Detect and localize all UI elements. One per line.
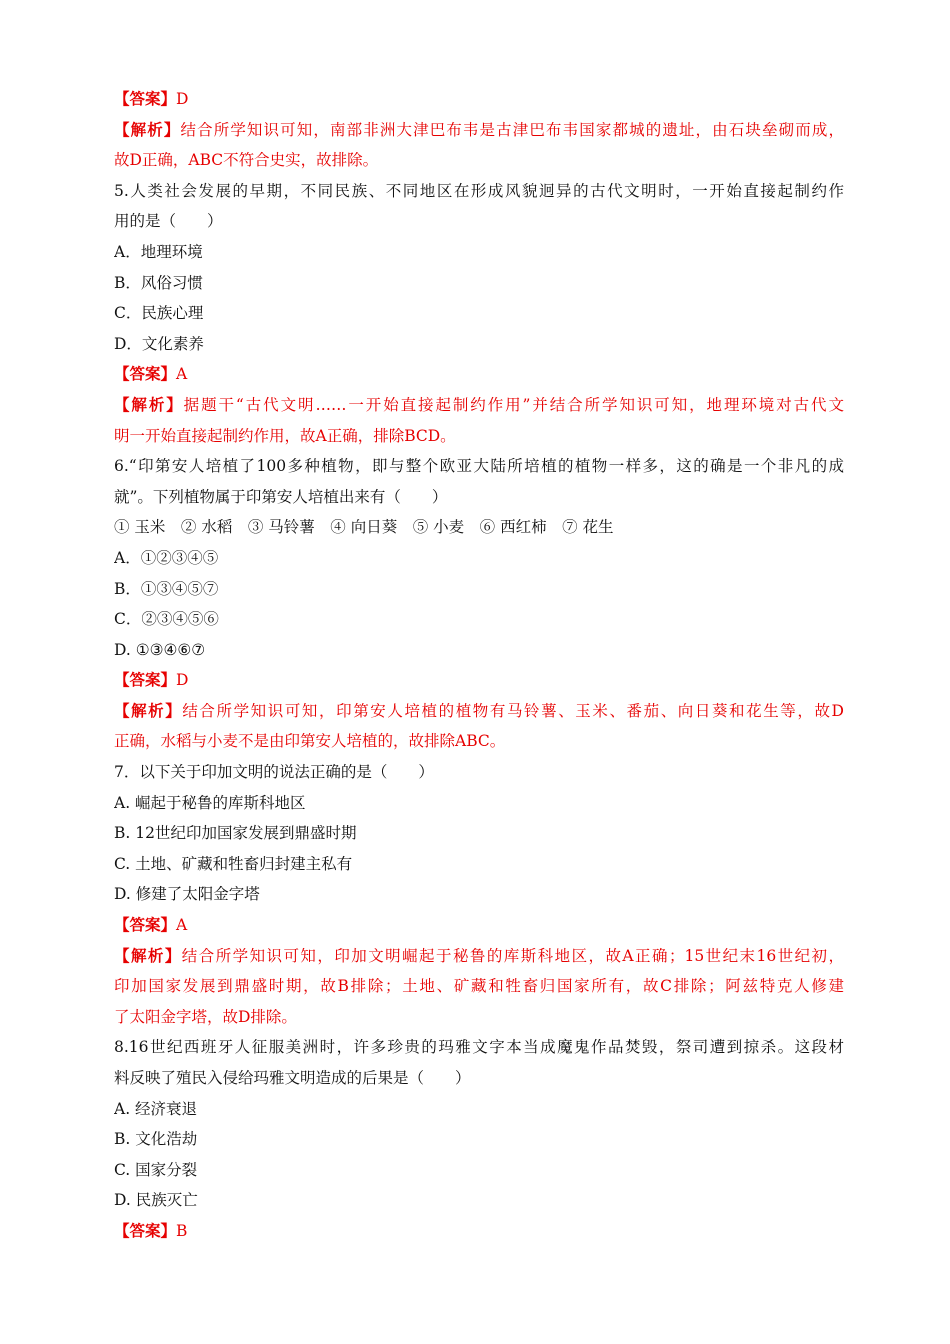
option-a: A．①②③④⑤ — [114, 548, 219, 567]
option-c: C. 国家分裂 — [114, 1160, 198, 1179]
analysis-line: 正确，水稻与小麦不是由印第安人培植的，故排除ABC。 — [114, 732, 506, 751]
answer-label: 【答案】 — [114, 364, 177, 384]
option-a: A. 经济衰退 — [114, 1099, 198, 1118]
option-d: D．文化素养 — [114, 334, 204, 353]
question-stem: 8.16世纪西班牙人征服美洲时，许多珍贵的玛雅文字本当成魔鬼作品焚毁，祭司遭到掠杀。这段材 — [114, 1038, 844, 1057]
answer-value: D — [176, 90, 189, 108]
question-8 — [114, 1032, 844, 1246]
option-d: D. 民族灭亡 — [114, 1191, 198, 1210]
analysis-line: 明一开始直接起制约作用，故A正确，排除BCD。 — [114, 426, 456, 445]
answer-value: A — [176, 916, 188, 935]
option-b: B．①③④⑤⑦ — [114, 579, 219, 598]
analysis-line: 故D正确，ABC不符合史实，故排除。 — [114, 151, 379, 170]
answer-line — [114, 910, 844, 941]
question-6 — [114, 451, 844, 757]
question-stem: 用的是（ ） — [114, 212, 223, 231]
question-4-tail — [114, 84, 844, 176]
option-d: D. ①③④⑥⑦ — [114, 640, 206, 659]
analysis-line — [114, 390, 844, 421]
answer-line — [114, 359, 844, 390]
option-b: B．风俗习惯 — [114, 273, 203, 292]
analysis-label: 【解析】 — [114, 700, 183, 720]
question-7 — [114, 757, 844, 1032]
question-stem: 料反映了殖民入侵给玛雅文明造成的后果是（ ） — [114, 1069, 471, 1087]
answer-line — [114, 84, 844, 115]
analysis-label: 【解析】 — [114, 945, 182, 965]
answer-label: 【答案】 — [114, 915, 177, 935]
question-stem: 7．以下关于印加文明的说法正确的是（ ） — [114, 763, 434, 782]
option-c: C. 土地、矿藏和牲畜归封建主私有 — [114, 854, 353, 873]
answer-label: 【答案】 — [114, 89, 177, 108]
question-stem: 就”。下列植物属于印第安人培植出来有（ ） — [114, 487, 448, 506]
analysis-line: 印加国家发展到鼎盛时期，故B排除；土地、矿藏和牲畜归国家所有，故C排除；阿兹特克人修建 — [114, 977, 844, 996]
question-stem: 6.“印第安人培植了100多种植物，即与整个欧亚大陆所培植的植物一样多，这的确是一个非凡的成 — [114, 457, 844, 476]
numbered-items: ① 玉米 ② 水稻 ③ 马铃薯 ④ 向日葵 ⑤ 小麦 ⑥ 西红柿 ⑦ 花生 — [114, 518, 614, 537]
analysis-label: 【解析】 — [114, 394, 184, 414]
option-a: A. 崛起于秘鲁的库斯科地区 — [114, 793, 306, 812]
analysis-text: 结合所学知识可知，印加文明崛起于秘鲁的库斯科地区，故A正确；15世纪末16世纪初， — [181, 946, 844, 965]
answer-value: D — [176, 671, 189, 690]
document-page — [114, 84, 844, 1247]
question-5 — [114, 176, 844, 451]
answer-value: B — [176, 1221, 188, 1240]
option-c: C．②③④⑤⑥ — [114, 610, 219, 629]
option-d: D. 修建了太阳金字塔 — [114, 885, 260, 904]
option-b: B. 文化浩劫 — [114, 1130, 198, 1149]
question-stem: 5.人类社会发展的早期，不同民族、不同地区在形成风貌迥异的古代文明时，一开始直接起制约作 — [114, 181, 844, 200]
analysis-label: 【解析】 — [114, 119, 181, 139]
analysis-line — [114, 941, 844, 972]
option-c: C．民族心理 — [114, 304, 204, 323]
analysis-line: 了太阳金字塔，故D排除。 — [114, 1007, 297, 1026]
analysis-line — [114, 696, 844, 727]
analysis-line — [114, 115, 844, 146]
option-a: A．地理环境 — [114, 242, 203, 261]
analysis-text: 据题干“古代文明……一开始直接起制约作用”并结合所学知识可知，地理环境对古代文 — [183, 395, 844, 414]
answer-value: A — [176, 365, 188, 384]
answer-label: 【答案】 — [114, 1220, 177, 1240]
answer-line — [114, 1216, 844, 1247]
answer-line — [114, 665, 844, 696]
analysis-text: 结合所学知识可知，印第安人培植的植物有马铃薯、玉米、番茄、向日葵和花生等，故D — [182, 701, 844, 720]
analysis-text: 结合所学知识可知，南部非洲大津巴布韦是古津巴布韦国家都城的遗址，由石块垒砌而成， — [180, 120, 844, 139]
option-b: B. 12世纪印加国家发展到鼎盛时期 — [114, 824, 357, 843]
answer-label: 【答案】 — [114, 670, 177, 690]
